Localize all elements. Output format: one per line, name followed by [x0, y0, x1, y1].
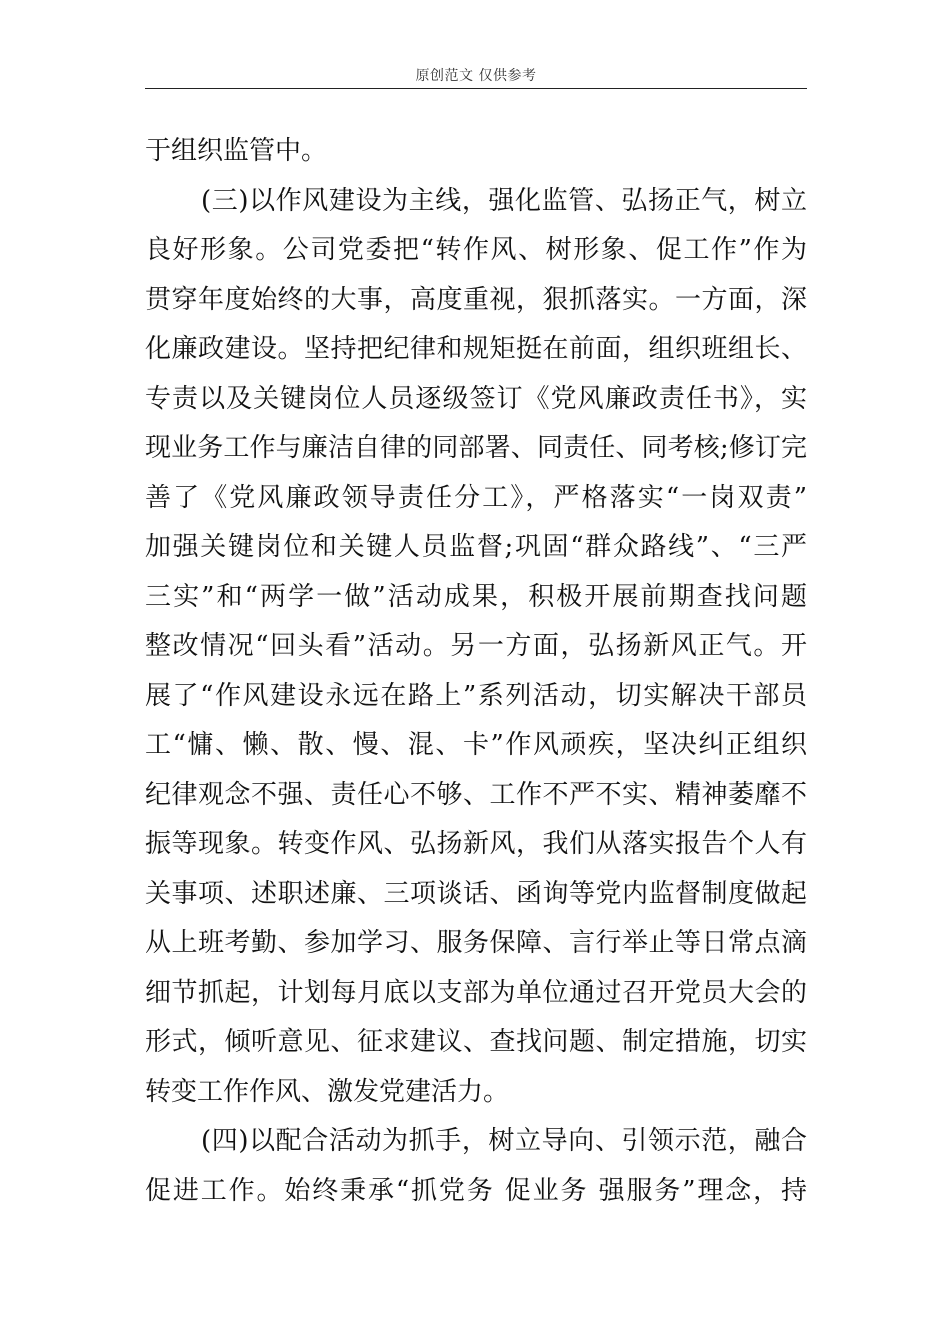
text-line: 工“慵、懒、散、慢、混、卡”作风顽疾，坚决纠正组织: [145, 730, 807, 760]
text-line: 三实”和“两学一做”活动成果，积极开展前期查找问题: [145, 581, 807, 612]
section-heading-line: (四)以配合活动为抓手，树立导向、引领示范，融合: [201, 1126, 807, 1156]
document-body: [145, 127, 807, 1216]
text-line: 纪律观念不强、责任心不够、工作不严不实、精神萎靡不: [145, 779, 807, 810]
text-line: 于组织监管中。: [145, 136, 328, 166]
text-line: 展了“作风建设永远在路上”系列活动，切实解决干部员: [145, 680, 807, 711]
page-header: [145, 64, 807, 89]
text-line: 加强关键岗位和关键人员监督;巩固“群众路线”、“三严: [145, 532, 807, 562]
text-line: 贯穿年度始终的大事，高度重视，狠抓落实。一方面，深: [145, 284, 807, 315]
text-line: 良好形象。公司党委把“转作风、树形象、促工作”作为: [145, 235, 807, 265]
section-heading-line: (三)以作风建设为主线，强化监管、弘扬正气，树立: [201, 185, 807, 216]
text-line: 振等现象。转变作风、弘扬新风，我们从落实报告个人有: [145, 829, 807, 859]
text-line: 善了《党风廉政领导责任分工》，严格落实“一岗双责”: [145, 482, 807, 513]
text-line: 细节抓起，计划每月底以支部为单位通过召开党员大会的: [145, 977, 807, 1008]
text-line: 整改情况“回头看”活动。另一方面，弘扬新风正气。开: [145, 631, 807, 661]
text-line: 专责以及关键岗位人员逐级签订《党风廉政责任书》，实: [145, 383, 807, 414]
text-line: 化廉政建设。坚持把纪律和规矩挺在前面，组织班组长、: [145, 334, 807, 364]
text-line: 转变工作作风、激发党建活力。: [145, 1076, 510, 1107]
text-line: 关事项、述职述廉、三项谈话、函询等党内监督制度做起: [145, 878, 807, 909]
text-line: 促进工作。始终秉承“抓党务 促业务 强服务”理念，持: [145, 1175, 807, 1206]
text-line: 形式，倾听意见、征求建议、查找问题、制定措施，切实: [145, 1027, 807, 1057]
text-line: 从上班考勤、参加学习、服务保障、言行举止等日常点滴: [145, 928, 807, 958]
header-text: 原创范文 仅供参考: [415, 68, 537, 84]
text-line: 现业务工作与廉洁自律的同部署、同责任、同考核;修订完: [145, 433, 807, 463]
